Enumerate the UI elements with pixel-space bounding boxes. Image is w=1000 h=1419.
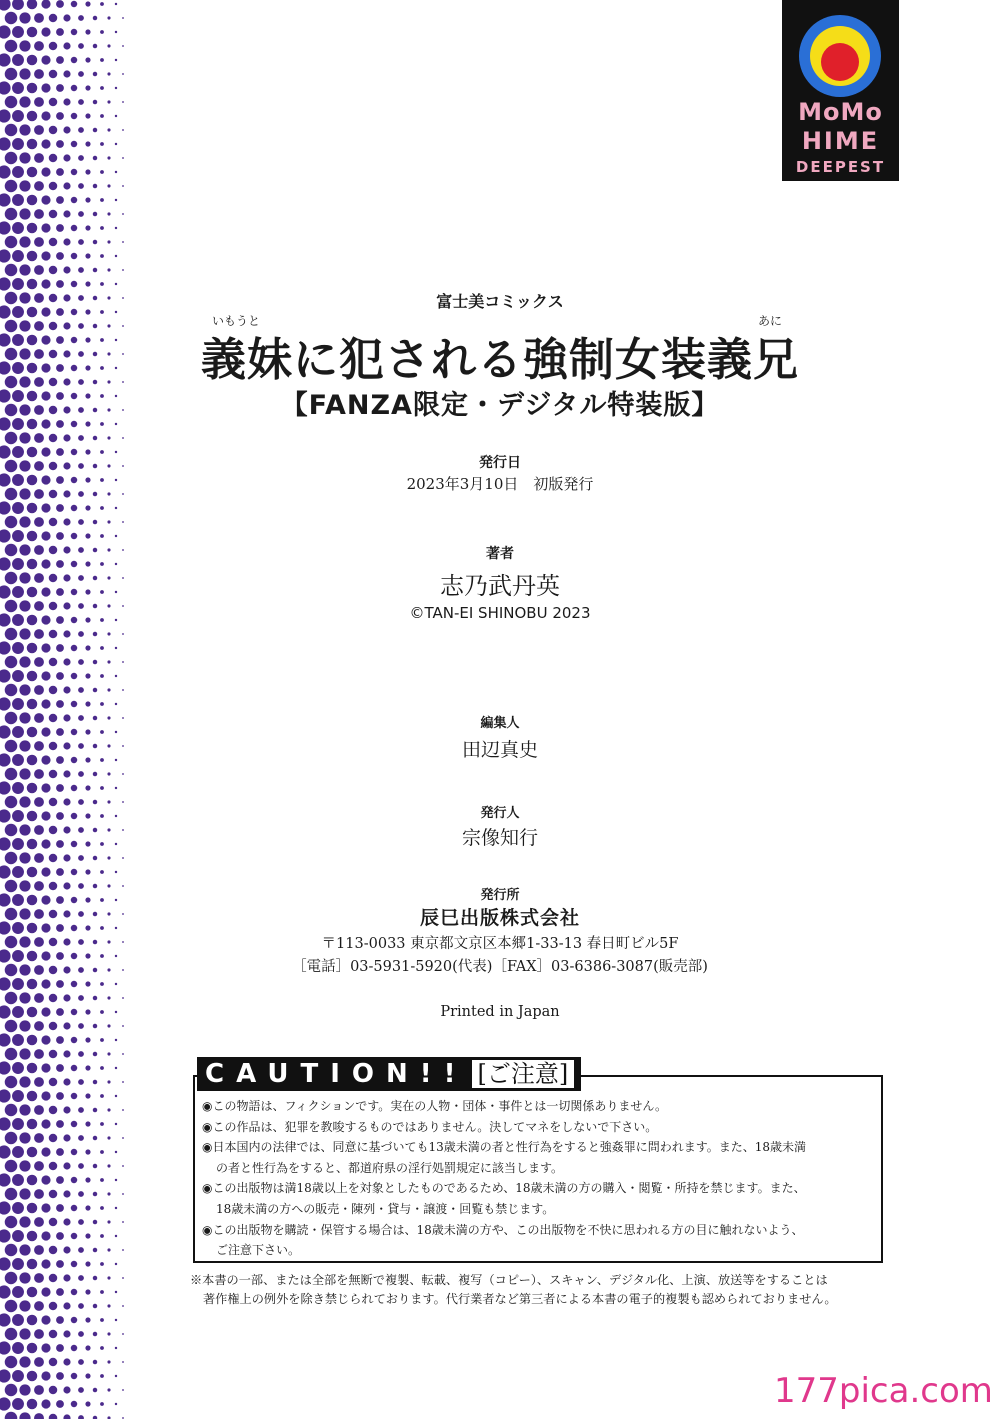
- logo-line2: HIME: [801, 127, 880, 155]
- title-ruby-imouto: いもうと: [212, 314, 261, 328]
- publishing-house-phone: ［電話］03-5931-5920(代表)［FAX］03-6386-3087(販売部): [292, 959, 708, 975]
- author-label: 著者: [486, 546, 514, 562]
- caution-line: ご注意下さい。: [216, 1243, 301, 1258]
- caution-line: の者と性行為をすると、都道府県の淫行処罰規定に該当します。: [216, 1160, 564, 1175]
- logo-line1: MoMo: [798, 98, 883, 126]
- editor-name: 田辺真史: [461, 739, 538, 761]
- caution-title: CAUTION!!: [205, 1059, 468, 1089]
- publish-date-label: 発行日: [479, 455, 521, 471]
- logo-line3: DEEPEST: [795, 158, 886, 176]
- caution-text: [202, 1096, 878, 1261]
- caution-line: ◉日本国内の法律では、同意に基づいても13歳未満の者と性行為をすると強姦罪に問われます。また、18歳未満: [202, 1140, 807, 1155]
- logo-circles-icon: [782, 0, 899, 100]
- caution-line: ◉この出版物を購読・保管する場合は、18歳未満の方や、この出版物を不快に思われる方の目に触れないよう、: [202, 1222, 804, 1237]
- caution-line: 18歳未満の方への販売・陳列・貸与・譲渡・回覧も禁じます。: [216, 1201, 555, 1216]
- publish-date: 2023年3月10日 初版発行: [406, 475, 594, 493]
- author-name: 志乃武丹英: [440, 572, 560, 600]
- printed-in: Printed in Japan: [440, 1004, 560, 1020]
- caution-title-jp: [ご注意]: [472, 1060, 575, 1088]
- publisher-person-name: 宗像知行: [461, 827, 538, 849]
- halftone-dot-border: [0, 0, 150, 1419]
- book-title: 義妹に犯される強制女装義兄: [200, 333, 799, 386]
- caution-line: ◉この出版物は満18歳以上を対象としたものであるため、18歳未満の方の購入・閲覧・所持を禁じます。また、: [202, 1181, 806, 1196]
- caution-line: ◉この物語は、フィクションです。実在の人物・団体・事件とは一切関係ありません。: [202, 1099, 668, 1113]
- site-watermark[interactable]: 177pica.com: [774, 1371, 993, 1411]
- copyright-notice-line: 著作権上の例外を除き禁じられております。代行業者など第三者による本書の電子的複製も認められておりません。: [203, 1292, 837, 1306]
- publishing-house-label: 発行所: [480, 888, 520, 903]
- title-ruby-ani: あに: [758, 314, 783, 328]
- book-subtitle: 【FANZA限定・デジタル特装版】: [280, 390, 720, 421]
- momohime-deepest-logo: [782, 0, 899, 181]
- copyright-notice: [190, 1271, 837, 1309]
- publishing-house-address: 〒113-0033 東京都文京区本郷1-33-13 春日町ビル5F: [321, 936, 679, 952]
- series-name: 富士美コミックス: [436, 292, 564, 311]
- author-copyright: ©TAN-EI SHINOBU 2023: [409, 604, 591, 622]
- editor-label: 編集人: [480, 716, 520, 731]
- caution-line: ◉この作品は、犯罪を教唆するものではありません。決してマネをしないで下さい。: [202, 1119, 658, 1134]
- publishing-house-name: 辰巳出版株式会社: [419, 907, 580, 929]
- publisher-person-label: 発行人: [480, 806, 520, 821]
- caution-heading: [197, 1057, 581, 1091]
- copyright-notice-line: ※本書の一部、または全部を無断で複製、転載、複写（コピー）、スキャン、デジタル化、上演、放送等をすることは: [190, 1273, 828, 1287]
